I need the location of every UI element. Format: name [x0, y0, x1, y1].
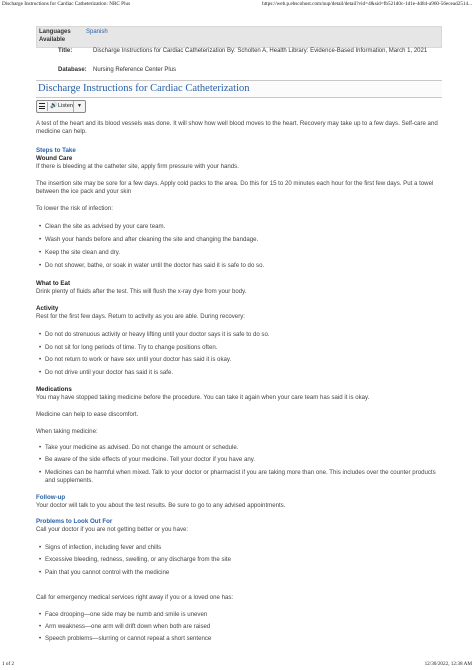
follow-up-heading: Follow-up — [36, 494, 66, 501]
print-timestamp: 12/30/2022, 12:38 AM — [424, 661, 472, 667]
meds-paragraph-2: Medicine can help to ease discomfort. — [36, 411, 139, 418]
eat-paragraph: Drink plenty of fluids after the test. This will flush the x-ray dye from your body. — [36, 288, 247, 295]
emergency-paragraph: Call for emergency medical services right away if you or a loved one has: — [36, 594, 234, 601]
list-item: • Do not return to work or have sex until your doctor has said it is okay. — [45, 356, 437, 364]
list-item: • Face drooping—one side may be numb and smile is uneven — [45, 611, 437, 619]
database-value: Nursing Reference Center Plus — [93, 67, 177, 73]
divider — [47, 102, 48, 111]
title-label: Title: — [58, 48, 73, 54]
print-header-title: Discharge Instructions for Cardiac Catheterization: NRC Plus — [2, 1, 131, 7]
page-number: 1 of 2 — [2, 661, 15, 667]
database-label: Database: — [58, 67, 87, 73]
list-item: • Clean the site as advised by your care team. — [45, 223, 437, 231]
listen-dropdown[interactable] — [73, 101, 85, 112]
list-item: • Pain that you cannot control with the medicine — [45, 569, 437, 577]
list-item: • Take your medicine as advised. Do not change the amount or schedule. — [45, 444, 437, 452]
list-item: • Signs of infection, including fever and chills — [45, 544, 437, 552]
languages-link-spanish[interactable]: Spanish — [86, 29, 108, 35]
list-item: • Do not drive until your doctor has said it is safe. — [45, 369, 437, 377]
meds-paragraph-3: When taking medicine: — [36, 428, 98, 435]
steps-heading: Steps to Take — [36, 147, 76, 154]
list-item: • Arm weakness—one arm will drift down when both are raised — [45, 623, 437, 631]
listen-button[interactable] — [36, 100, 86, 113]
title-value: Discharge Instructions for Cardiac Catheterization By: Scholten A, Health Library: Evidence-Based Information, March 1, 2021 — [93, 48, 428, 54]
problems-heading: Problems to Look Out For — [36, 518, 113, 525]
speaker-icon: 🔊 — [50, 103, 58, 109]
problems-paragraph: Call your doctor if you are not getting better or you have: — [36, 526, 189, 533]
metadata-table — [36, 26, 442, 86]
menu-icon[interactable] — [39, 103, 45, 109]
list-item: • Be aware of the side effects of your medicine. Tell your doctor if you have any. — [45, 456, 437, 464]
activity-heading: Activity — [36, 305, 59, 312]
list-item: • Do not do strenuous activity or heavy lifting until your doctor says it is safe to do so. — [45, 331, 437, 339]
listen-label: Listen — [58, 103, 73, 109]
intro-paragraph: A test of the heart and its blood vessels was done. It will show how well blood moves to the heart. Recovery may take up to a few days. Self-care and medicine can help. — [36, 120, 438, 135]
wound-care-heading: Wound Care — [36, 155, 73, 162]
wound-paragraph-2: The insertion site may be sore for a few days. Apply cold packs to the area. Do this for 15 to 20 minutes each hour for the first few days. Put a towel between the ice pack and your skin — [36, 180, 434, 195]
list-item: • Medicines can be harmful when mixed. Talk to your doctor or pharmacist if you are taking more than one. This includes over the counter products and supplements. — [45, 469, 437, 484]
list-item: • Do not shower, bathe, or soak in water until the doctor has said it is safe to do so. — [45, 262, 437, 270]
list-item: • Do not sit for long periods of time. Try to change positions often. — [45, 344, 437, 352]
print-header — [2, 1, 472, 8]
list-item: • Speech problems—slurring or cannot repeat a short sentence — [45, 635, 437, 643]
meds-paragraph-1: You may have stopped taking medicine before the procedure. You can take it again when your care team has said it is okay. — [36, 394, 370, 401]
wound-paragraph-1: If there is bleeding at the catheter site, apply firm pressure with your hands. — [36, 163, 239, 170]
what-to-eat-heading: What to Eat — [36, 280, 71, 287]
page-title: Discharge Instructions for Cardiac Catheterization — [38, 83, 250, 94]
list-item: • Excessive bleeding, redness, swelling, or any discharge from the site — [45, 556, 437, 564]
list-item: • Wash your hands before and after cleaning the site and changing the bandage. — [45, 236, 437, 244]
infection-intro: To lower the risk of infection: — [36, 205, 113, 212]
follow-up-paragraph: Your doctor will talk to you about the test results. Be sure to go to any advised appointments. — [36, 502, 286, 509]
list-item: • Keep the site clean and dry. — [45, 249, 437, 257]
document-title-bar — [36, 80, 442, 98]
medications-heading: Medications — [36, 386, 72, 393]
activity-paragraph: Rest for the first few days. Return to activity as you are able. During recovery: — [36, 313, 245, 320]
print-header-url: https://web.p.ebscohost.com/nup/detail/detail?vid=4&sid=fb521d0c-1d1e-4d84-a960-56ecead2514... — [262, 1, 472, 7]
languages-row — [36, 26, 442, 48]
print-footer — [2, 661, 472, 668]
chevron-down-icon: ▼ — [77, 103, 82, 109]
languages-label: Languages Available — [39, 29, 71, 43]
